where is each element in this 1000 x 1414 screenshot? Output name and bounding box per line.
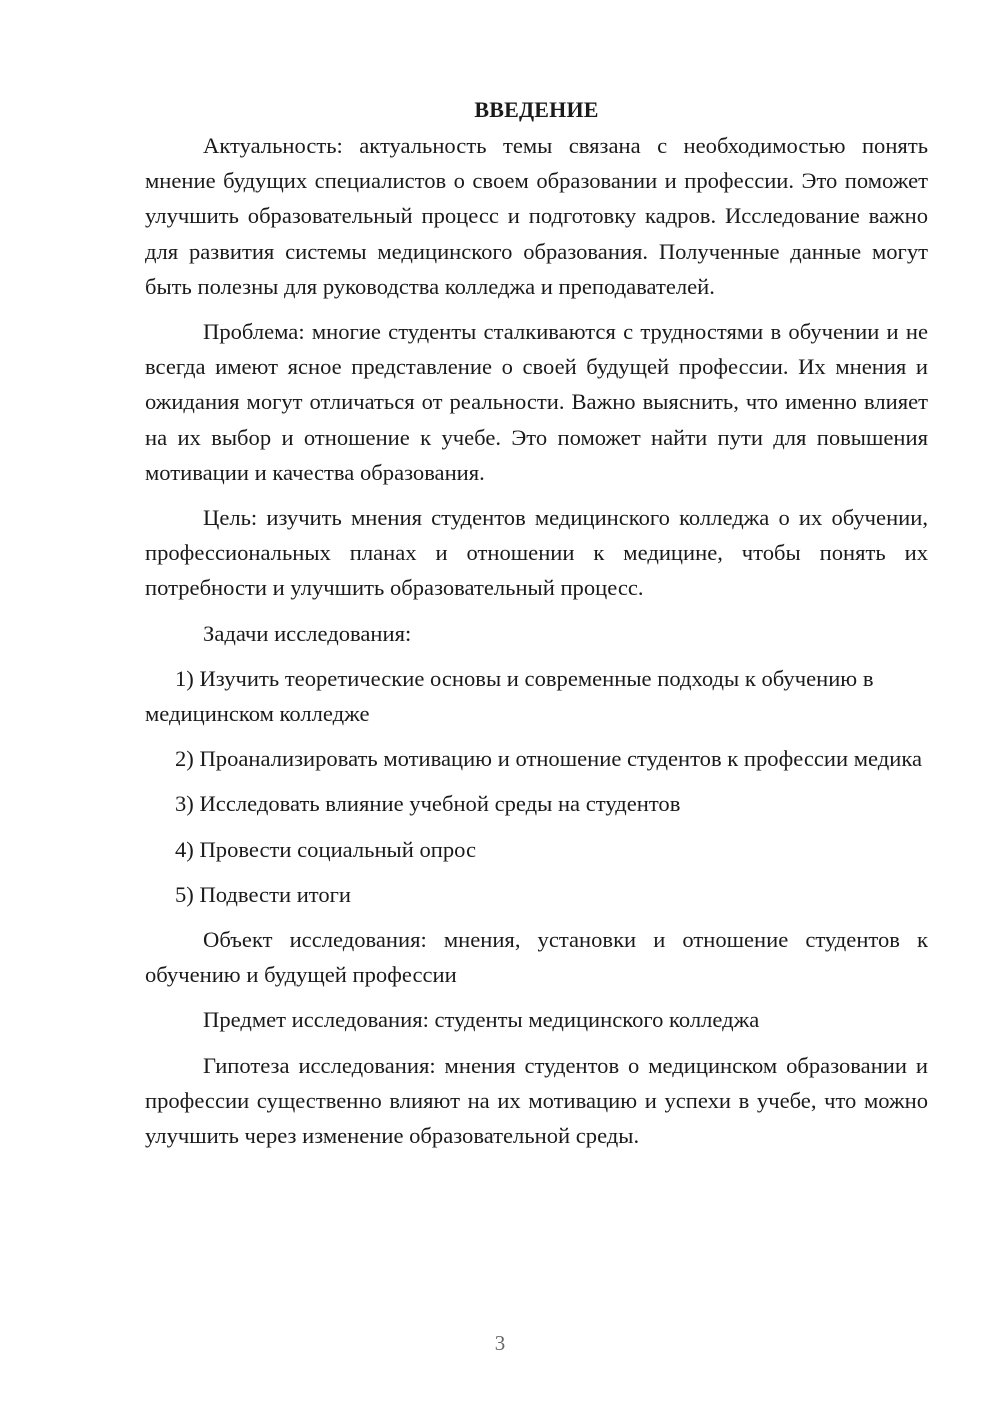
page-number-value: 3 <box>494 1331 506 1355</box>
page-content <box>145 92 928 1163</box>
list-item: 1) Изучить теоретические основы и современные подходы к обучению в медицинском колледже <box>145 665 874 727</box>
page-number <box>70 1331 1000 1356</box>
list-item: 2) Проанализировать мотивацию и отношение студентов к профессии медика <box>175 746 922 772</box>
tasks-list <box>145 661 928 912</box>
list-item: 3) Исследовать влияние учебной среды на студентов <box>175 791 681 817</box>
object-paragraph: Объект исследования: мнения, установки и отношение студентов к обучению и будущей профессии <box>145 927 928 988</box>
relevance-paragraph: Актуальность: актуальность темы связана с необходимостью понять мнение будущих специалистов о своем образовании и профессии. Это поможет улучшить образовательный процесс и подготовку кадров. Исследование важно для развития системы медицинского образования. Полученные данные могут быть полезны для руководства колледжа и преподавателей. <box>145 133 928 299</box>
problem-paragraph: Проблема: многие студенты сталкиваются с трудностями в обучении и не всегда имеют ясное представление о своей будущей профессии. Их мнения и ожидания могут отличаться от реальности. Важно выяснить, что именно влияет на их выбор и отношение к учебе. Это поможет найти пути для повышения мотивации и качества образования. <box>145 319 928 485</box>
list-item: 4) Провести социальный опрос <box>175 836 477 862</box>
tasks-title: Задачи исследования: <box>203 620 412 646</box>
hypothesis-paragraph: Гипотеза исследования: мнения студентов о медицинском образовании и профессии существенно влияют на их мотивацию и успехи в учебе, что можно улучшить через изменение образовательной среды. <box>145 1052 928 1149</box>
section-heading: ВВЕДЕНИЕ <box>474 97 599 122</box>
subject-paragraph: Предмет исследования: студенты медицинского колледжа <box>203 1007 760 1033</box>
goal-paragraph: Цель: изучить мнения студентов медицинского колледжа о их обучении, профессиональных планах и отношении к медицине, чтобы понять их потребности и улучшить образовательный процесс. <box>145 505 928 601</box>
list-item: 5) Подвести итоги <box>175 881 352 907</box>
